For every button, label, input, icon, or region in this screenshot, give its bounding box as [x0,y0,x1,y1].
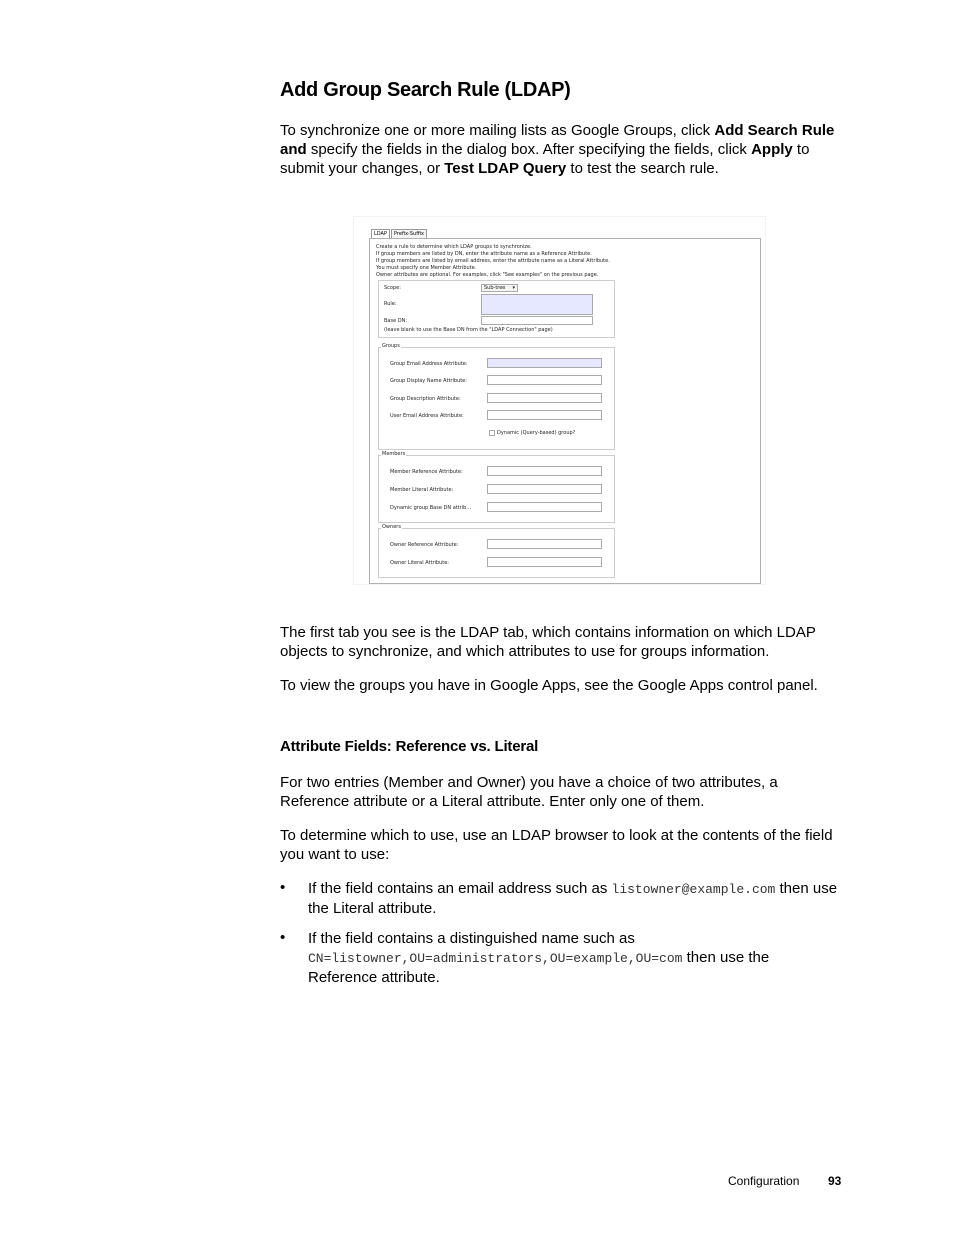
tab-ldap[interactable]: LDAP [371,229,390,239]
ldap-tab-panel [369,238,761,584]
bullet-email-address [308,879,838,918]
group-description-label: Group Description Attribute: [390,396,461,402]
instruction-line: Owner attributes are optional. For examples, click "See examples" on the previous page. [376,272,599,278]
intro-bold-apply: Apply [751,141,793,158]
dynamic-base-dn-input[interactable] [487,502,602,512]
section-subheading: Attribute Fields: Reference vs. Literal [280,738,539,755]
group-email-attribute-input[interactable] [487,358,602,368]
groups-legend: Groups [382,343,400,349]
dynamic-group-checkbox[interactable] [489,430,495,436]
owner-literal-input[interactable] [487,557,602,567]
rule-label: Rule: [384,301,397,307]
group-description-input[interactable] [487,393,602,403]
owner-reference-label: Owner Reference Attribute: [390,542,459,548]
instruction-line: Create a rule to determine which LDAP groups to synchronize. [376,244,532,250]
first-tab-paragraph: The first tab you see is the LDAP tab, which contains information on which LDAP objects to synchronize, and which attributes to use for groups information. [280,624,816,660]
instruction-line: If group members are listed by DN, enter the attribute name as a Reference Attribute. [376,251,592,257]
two-entries-paragraph: For two entries (Member and Owner) you have a choice of two attributes, a Reference attribute or a Literal attribute. Enter only one of them. [280,774,778,810]
dynamic-base-dn-label: Dynamic group Base DN attrib... [390,505,472,511]
footer-page-number: 93 [828,1174,842,1188]
members-fieldset [378,451,615,523]
owners-legend: Owners [382,524,401,530]
owner-literal-label: Owner Literal Attribute: [390,560,449,566]
bullet-marker: • [280,879,286,896]
member-reference-input[interactable] [487,466,602,476]
scope-label: Scope: [384,285,401,291]
member-literal-label: Member Literal Attribute: [390,487,454,493]
intro-text-1: To synchronize one or more mailing lists as Google Groups, click [280,122,715,139]
bullet-1-text-end: then use the Literal attribute. [308,880,838,917]
rule-textarea[interactable] [481,294,593,315]
base-dn-hint: (leave blank to use the Base DN from the "LDAP Connection" page) [384,327,553,333]
page-heading: Add Group Search Rule (LDAP) [280,79,571,101]
bullet-1-text: If the field contains an email address such as [308,880,612,897]
footer-section-label: Configuration [728,1174,800,1188]
bullet-2-text-end: then use the Reference attribute. [308,949,770,986]
determine-paragraph: To determine which to use, use an LDAP browser to look at the contents of the field you want to use: [280,827,833,863]
bullet-2-code: CN=listowner,OU=administrators,OU=example,OU=com [308,951,683,966]
instruction-line: If group members are listed by email address, enter the attribute name as a Literal Attribute. [376,258,610,264]
group-display-name-label: Group Display Name Attribute: [390,378,467,384]
scope-select[interactable] [481,284,518,292]
bullet-marker: • [280,929,286,946]
base-dn-input[interactable] [481,316,593,325]
rule-section [378,280,615,338]
intro-bold-add-search-rule: Add Search Rule and [280,122,835,158]
bullet-distinguished-name [308,929,838,987]
base-dn-label: Base DN: [384,318,408,324]
group-email-attribute-label: Group Email Address Attribute: [390,361,468,367]
tab-prefix-suffix[interactable]: Prefix-Suffix [391,229,427,239]
intro-text-3: to submit your changes, or [280,141,810,177]
groups-fieldset [378,343,615,450]
dialog-instructions [376,244,676,279]
member-literal-input[interactable] [487,484,602,494]
owner-reference-input[interactable] [487,539,602,549]
intro-bold-test-ldap-query: Test LDAP Query [444,160,567,177]
members-legend: Members [382,451,406,457]
group-display-name-input[interactable] [487,375,602,385]
chevron-down-icon: ▾ [512,285,515,291]
member-reference-label: Member Reference Attribute: [390,469,463,475]
bullet-1-code: listowner@example.com [611,882,776,897]
intro-text-4: to test the search rule. [566,160,719,177]
owners-fieldset [378,524,615,578]
dynamic-group-label: Dynamic (Query-based) group? [497,430,576,436]
instruction-line: You must specify one Member Attribute. [376,265,477,271]
user-email-attribute-input[interactable] [487,410,602,420]
intro-text-2: specify the fields in the dialog box. After specifying the fields, click [306,141,752,158]
ldap-dialog-screenshot [353,216,766,585]
user-email-attribute-label: User Email Address Attribute: [390,413,464,419]
bullet-2-text: If the field contains a distinguished name such as [308,930,635,947]
scope-value: Sub-tree [484,285,506,291]
view-groups-paragraph: To view the groups you have in Google Apps, see the Google Apps control panel. [280,677,818,694]
intro-paragraph [280,121,845,178]
